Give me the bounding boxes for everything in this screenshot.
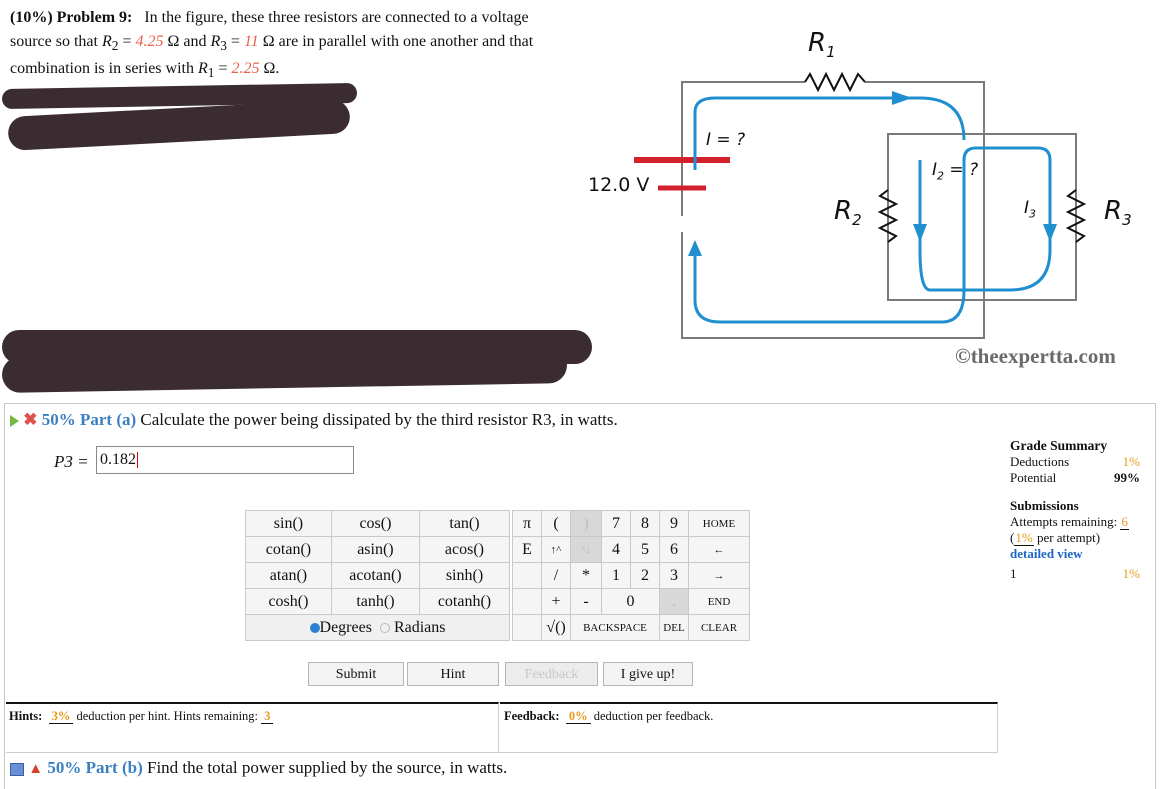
deductions-row [1010, 454, 1140, 470]
i-label: I = ? [706, 130, 746, 150]
bar-bottom-rule [6, 752, 998, 753]
r3-label [1104, 196, 1132, 229]
key-end[interactable]: END [689, 589, 750, 615]
submission-num: 1 [1010, 566, 1017, 581]
radians-radio[interactable] [380, 623, 390, 633]
key-open-paren[interactable]: ( [542, 511, 571, 537]
key-2[interactable]: 2 [631, 563, 660, 589]
key-clear[interactable]: CLEAR [689, 615, 750, 641]
arrow-up [688, 240, 702, 256]
key-cotanh[interactable]: cotanh() [419, 589, 509, 615]
key-sqrt[interactable]: √() [542, 615, 571, 641]
problem-text: Ω and [163, 32, 211, 50]
arrow-down-r2 [913, 224, 927, 242]
key-home[interactable]: HOME [689, 511, 750, 537]
key-acos[interactable]: acos() [419, 537, 509, 563]
arrow-down-r3 [1043, 224, 1057, 242]
battery-voltage-label: 12.0 V [588, 174, 650, 196]
key-right[interactable]: → [689, 563, 750, 589]
part-b-title [10, 758, 507, 778]
key-backspace[interactable]: BACKSPACE [571, 615, 660, 641]
key-3[interactable]: 3 [660, 563, 689, 589]
key-blank [513, 615, 542, 641]
problem-label: (10%) Problem 9: [10, 9, 133, 26]
arrow-right [892, 91, 912, 105]
key-divide[interactable]: / [542, 563, 571, 589]
key-plus[interactable]: + [542, 589, 571, 615]
submission-row [1010, 566, 1140, 582]
r2-label [834, 196, 862, 229]
r1-value: 2.25 [231, 60, 260, 78]
problem-statement [10, 6, 570, 85]
r1-resistor [805, 74, 865, 90]
key-cotan[interactable]: cotan() [246, 537, 332, 563]
answer-value: 0.182 [100, 451, 136, 468]
feedback-pct: 0% [566, 709, 591, 724]
key-blank [513, 563, 542, 589]
key-5[interactable]: 5 [631, 537, 660, 563]
key-cos[interactable]: cos() [331, 511, 419, 537]
grade-summary-title: Grade Summary [1010, 438, 1108, 453]
key-up[interactable]: ↑^ [542, 537, 571, 563]
degrees-radio[interactable] [310, 623, 320, 633]
i2-label-sub: 2 [937, 169, 945, 183]
attempts-label: Attempts remaining: [1010, 514, 1118, 529]
hints-text: deduction per hint. Hints remaining: [73, 709, 262, 723]
give-up-button[interactable]: I give up! [603, 662, 693, 686]
i3-label [1024, 198, 1036, 220]
hints-remaining: 3 [261, 709, 273, 724]
number-keypad [512, 510, 750, 641]
var-r3-sub: 3 [220, 37, 227, 53]
hint-button[interactable]: Hint [407, 662, 499, 686]
key-cosh[interactable]: cosh() [246, 589, 332, 615]
key-sin[interactable]: sin() [246, 511, 332, 537]
submit-button[interactable]: Submit [308, 662, 404, 686]
r3-value: 11 [243, 32, 259, 50]
text-caret [137, 452, 138, 468]
key-close-paren[interactable]: ) [571, 511, 602, 537]
key-atan[interactable]: atan() [246, 563, 332, 589]
r2-label-sub: 2 [852, 211, 862, 230]
key-multiply[interactable]: * [571, 563, 602, 589]
circuit-figure [580, 20, 1160, 350]
problem-text: In the figure, these three resistors are connected to a voltage source so that [10, 9, 529, 50]
key-asin[interactable]: asin() [331, 537, 419, 563]
hints-pct: 3% [49, 709, 74, 724]
key-pi[interactable]: π [513, 511, 542, 537]
radians-label[interactable]: Radians [393, 618, 446, 636]
answer-label: P3 = [54, 452, 89, 471]
detailed-view-link[interactable]: detailed view [1010, 546, 1083, 561]
key-tanh[interactable]: tanh() [331, 589, 419, 615]
deductions-label: Deductions [1010, 454, 1070, 469]
submission-pct: 1% [1122, 566, 1140, 581]
var-r3: R [210, 32, 221, 50]
wrong-x-icon: ✖ [23, 410, 38, 429]
var-r2: R [101, 32, 112, 50]
warning-icon: ▲ [28, 761, 44, 777]
key-blank [513, 589, 542, 615]
var-r1-sub: 1 [207, 65, 215, 81]
r2-label-text: R [834, 196, 853, 226]
eq: = [214, 60, 232, 78]
part-b-pct: 50% Part (b) [47, 758, 143, 777]
key-tan[interactable]: tan() [419, 511, 509, 537]
watermark: ©theexpertta.com [955, 344, 1116, 368]
key-down[interactable]: ^↓ [571, 537, 602, 563]
problem-text: Ω are in parallel with one another and that combination is in series with [10, 32, 534, 78]
attempts-value: 6 [1121, 514, 1128, 529]
hints-label: Hints: [9, 709, 43, 723]
key-7[interactable]: 7 [602, 511, 631, 537]
answer-input[interactable] [96, 446, 354, 474]
current-loop [695, 148, 1050, 322]
var-r2-sub: 2 [111, 37, 119, 53]
parallel-frame [888, 134, 1076, 300]
key-minus[interactable]: - [571, 589, 602, 615]
i3-label-sub: 3 [1029, 207, 1037, 221]
part-a-title [10, 410, 618, 430]
var-r1: R [197, 60, 208, 78]
key-0[interactable]: 0 [602, 589, 660, 615]
per-attempt-row: (1% per attempt) [1010, 530, 1101, 545]
attempts-row [1010, 514, 1140, 530]
key-1[interactable]: 1 [602, 563, 631, 589]
r1-label [808, 28, 836, 61]
eq: = [226, 32, 244, 50]
hints-bar [6, 702, 499, 752]
key-e[interactable]: E [513, 537, 542, 563]
feedback-text: deduction per feedback. [590, 709, 714, 723]
r1-label-text: R [808, 28, 827, 58]
submissions-title: Submissions [1010, 498, 1079, 513]
grade-summary [1010, 438, 1140, 582]
key-del[interactable]: DEL [660, 615, 689, 641]
key-6[interactable]: 6 [660, 537, 689, 563]
key-sinh[interactable]: sinh() [419, 563, 509, 589]
key-8[interactable]: 8 [631, 511, 660, 537]
i2-label [932, 160, 978, 182]
i2-label-text: I [932, 160, 938, 180]
potential-row [1010, 470, 1140, 486]
feedback-label: Feedback: [504, 709, 560, 723]
key-acotan[interactable]: acotan() [331, 563, 419, 589]
part-b-question: Find the total power supplied by the source, in watts. [146, 758, 508, 777]
key-dot[interactable]: . [660, 589, 689, 615]
per-attempt-pct: 1% [1015, 530, 1033, 545]
r3-label-sub: 3 [1122, 211, 1132, 230]
key-4[interactable]: 4 [602, 537, 631, 563]
key-left[interactable]: ← [689, 537, 750, 563]
problem-text: Ω. [259, 60, 280, 78]
feedback-bar [500, 702, 998, 752]
i3-label-text: I [1024, 198, 1030, 218]
part-a-question: Calculate the power being dissipated by the third resistor R3, in watts. [140, 410, 618, 429]
potential-value: 99% [1114, 470, 1140, 485]
r3-label-text: R [1104, 196, 1123, 226]
deductions-value: 1% [1122, 454, 1140, 469]
collapse-icon[interactable] [10, 763, 24, 776]
potential-label: Potential [1010, 470, 1057, 485]
r2-value: 4.25 [135, 32, 164, 50]
degrees-label[interactable]: Degrees [319, 618, 372, 636]
angle-mode-row [246, 615, 510, 641]
r1-label-sub: 1 [826, 43, 836, 62]
eq: = [118, 32, 136, 50]
feedback-button[interactable]: Feedback [505, 662, 598, 686]
per-attempt-text: per attempt) [1033, 530, 1101, 545]
key-9[interactable]: 9 [660, 511, 689, 537]
function-keypad [245, 510, 510, 641]
i2-label-q: = ? [944, 160, 979, 180]
part-a-pct: 50% Part (a) [41, 410, 137, 429]
play-icon[interactable] [10, 415, 19, 427]
